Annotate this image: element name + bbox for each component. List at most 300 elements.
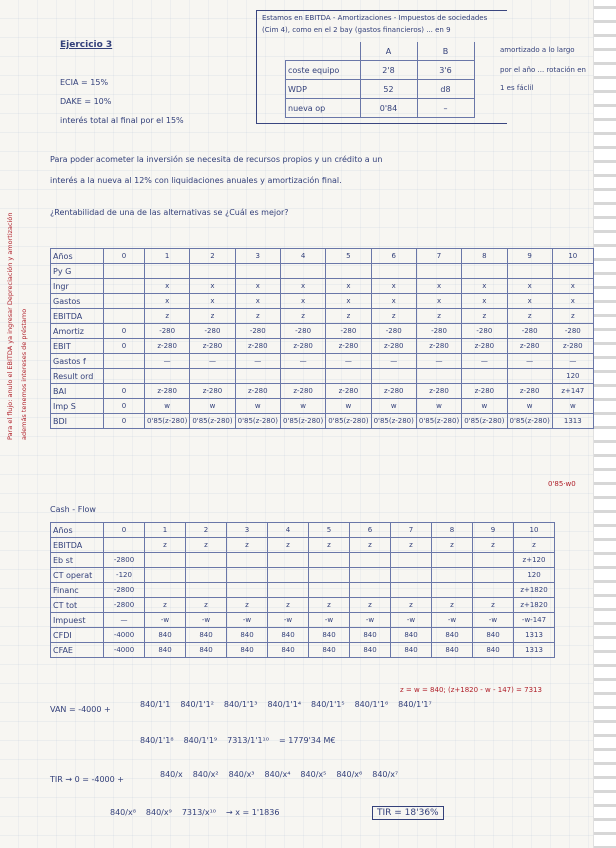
cashflow-cell: z+1820 <box>514 583 555 598</box>
pyg-cell <box>416 369 461 384</box>
alternatives-table <box>285 42 475 118</box>
pyg-cell: z-280 <box>462 384 507 399</box>
cashflow-cell <box>391 568 432 583</box>
cashflow-cell: -w <box>268 613 309 628</box>
red-margin-note-2: además tenemos intereses de préstamo <box>20 308 28 440</box>
pyg-cell <box>190 369 235 384</box>
cashflow-cell: 1313 <box>514 628 555 643</box>
cashflow-cell: z <box>145 538 186 553</box>
pyg-row-label: BAI <box>51 384 104 399</box>
cashflow-row-label: Financ <box>51 583 104 598</box>
pyg-cell: w <box>235 399 280 414</box>
pyg-cell: x <box>280 279 325 294</box>
cash-flow-title: Cash - Flow <box>50 505 96 514</box>
cashflow-cell <box>227 553 268 568</box>
pyg-row-label: EBITDA <box>51 309 104 324</box>
cashflow-row-label: Impuest <box>51 613 104 628</box>
spiral-binding <box>593 0 616 848</box>
pyg-row-label: BDI <box>51 414 104 429</box>
pyg-cell: z <box>371 309 416 324</box>
pyg-cell: w <box>280 399 325 414</box>
pyg-cell: — <box>235 354 280 369</box>
pyg-cell: -280 <box>371 324 416 339</box>
pyg-header-10: 9 <box>507 249 552 264</box>
cashflow-cell <box>391 583 432 598</box>
alt-row-label: coste equipo <box>286 61 361 80</box>
cashflow-cell <box>350 553 391 568</box>
formula-term: 7313/1'1¹⁰ <box>227 736 269 745</box>
pyg-cell: w <box>507 399 552 414</box>
pyg-header-6: 5 <box>326 249 371 264</box>
cashflow-cell <box>473 583 514 598</box>
pyg-cell <box>371 264 416 279</box>
cashflow-cell <box>309 568 350 583</box>
cashflow-cell: -w <box>309 613 350 628</box>
cashflow-cell: 840 <box>227 643 268 658</box>
pyg-cell: z-280 <box>190 384 235 399</box>
cashflow-cell <box>145 568 186 583</box>
pyg-cell: — <box>507 354 552 369</box>
pyg-row-label: Py G <box>51 264 104 279</box>
pyg-cell <box>280 369 325 384</box>
pyg-row-label: Gastos f <box>51 354 104 369</box>
pyg-cell: x <box>507 279 552 294</box>
cashflow-cell: 840 <box>145 643 186 658</box>
pyg-cell <box>462 369 507 384</box>
pyg-cell: z-280 <box>145 384 190 399</box>
cashflow-header-3: 2 <box>186 523 227 538</box>
cashflow-cell <box>432 583 473 598</box>
box-text-1: Estamos en EBITDA - Amortizaciones - Impuestos de sociedades <box>262 14 488 22</box>
pyg-cell: z-280 <box>280 384 325 399</box>
pyg-cell: 0'85(z-280) <box>371 414 416 429</box>
exercise-title: Ejercicio 3 <box>60 40 113 50</box>
pyg-cell: w <box>462 399 507 414</box>
pyg-cell: z <box>280 309 325 324</box>
cashflow-cell <box>186 553 227 568</box>
cashflow-cell: 840 <box>432 628 473 643</box>
alt-row-label: nueva op <box>286 99 361 118</box>
pyg-cell: z-280 <box>235 384 280 399</box>
cashflow-cell: 840 <box>268 643 309 658</box>
pyg-cell <box>104 294 145 309</box>
cashflow-cell: -120 <box>104 568 145 583</box>
pyg-cell: z-280 <box>190 339 235 354</box>
alt-cell: 0'84 <box>360 99 417 118</box>
alt-cell: 52 <box>360 80 417 99</box>
pyg-cell: z <box>235 309 280 324</box>
pyg-cell: z-280 <box>326 384 371 399</box>
formula-term: 840/x⁷ <box>372 770 399 779</box>
cashflow-row-label: CFDI <box>51 628 104 643</box>
pyg-cell: 0'85(z-280) <box>280 414 325 429</box>
pyg-cell: w <box>145 399 190 414</box>
pyg-cell: 0'85(z-280) <box>235 414 280 429</box>
pyg-cell: z-280 <box>280 339 325 354</box>
cashflow-cell <box>432 553 473 568</box>
cashflow-cell: -w <box>391 613 432 628</box>
cashflow-cell: z+120 <box>514 553 555 568</box>
pyg-cell: z <box>145 309 190 324</box>
pyg-cell: z-280 <box>145 339 190 354</box>
pyg-header-2: 1 <box>145 249 190 264</box>
cashflow-cell: -2800 <box>104 583 145 598</box>
tir-result-box: TIR = 18'36% <box>372 806 444 820</box>
cashflow-cell: — <box>104 613 145 628</box>
pyg-cell: -280 <box>416 324 461 339</box>
cashflow-row-label: Eb st <box>51 553 104 568</box>
cashflow-cell: -4000 <box>104 628 145 643</box>
pyg-cell: z-280 <box>462 339 507 354</box>
cashflow-row-label: CFAE <box>51 643 104 658</box>
pyg-cell: z-280 <box>416 339 461 354</box>
cashflow-cell: z <box>432 598 473 613</box>
pyg-cell <box>145 264 190 279</box>
cashflow-cell: z <box>391 598 432 613</box>
cashflow-cell: 840 <box>309 643 350 658</box>
cashflow-cell: 840 <box>145 628 186 643</box>
pyg-cell: -280 <box>235 324 280 339</box>
cashflow-cell: -2800 <box>104 598 145 613</box>
formula-term: 7313/x¹⁰ <box>181 808 217 817</box>
formula-term: 840/1'1² <box>180 700 214 709</box>
pyg-cell <box>326 264 371 279</box>
pyg-cell <box>104 369 145 384</box>
cashflow-cell: z <box>473 598 514 613</box>
pyg-row-label: EBIT <box>51 339 104 354</box>
pyg-cell <box>104 354 145 369</box>
pyg-header-11: 10 <box>552 249 593 264</box>
pyg-cell: 0'85(z-280) <box>507 414 552 429</box>
pyg-cell: z-280 <box>507 339 552 354</box>
pyg-cell <box>104 264 145 279</box>
pyg-header-8: 7 <box>416 249 461 264</box>
cashflow-cell: 840 <box>391 628 432 643</box>
formula-term: 840/x² <box>192 770 219 779</box>
cashflow-cell: 840 <box>473 628 514 643</box>
cashflow-cell <box>227 583 268 598</box>
pyg-cell: x <box>235 294 280 309</box>
pyg-cell <box>190 264 235 279</box>
cashflow-cell: 840 <box>350 628 391 643</box>
pyg-cell <box>462 264 507 279</box>
alt-cell: – <box>417 99 474 118</box>
pyg-cell: w <box>190 399 235 414</box>
cashflow-cell: 840 <box>473 643 514 658</box>
pyg-cell: 0'85(z-280) <box>190 414 235 429</box>
pyg-cell: x <box>145 294 190 309</box>
pyg-cell: 0'85(z-280) <box>145 414 190 429</box>
pyg-cell: x <box>235 279 280 294</box>
cashflow-cell: z <box>227 538 268 553</box>
tir-terms-line-2 <box>110 808 279 817</box>
pyg-cell: z <box>507 309 552 324</box>
cash-flow-table <box>50 522 555 658</box>
cashflow-header-5: 4 <box>268 523 309 538</box>
pyg-cell: x <box>462 294 507 309</box>
pyg-row-label: Result ord <box>51 369 104 384</box>
cashflow-cell: z <box>227 598 268 613</box>
red-margin-note-1: Para el flujo: anulo el EBITDA ya ingresar Depreciación y amortización <box>6 212 14 440</box>
cashflow-cell: 840 <box>432 643 473 658</box>
cashflow-cell: -w <box>473 613 514 628</box>
cashflow-cell: z <box>350 598 391 613</box>
pyg-cell: z-280 <box>552 339 593 354</box>
cashflow-header-7: 6 <box>350 523 391 538</box>
formula-term: 840/1'1³ <box>223 700 258 709</box>
pyg-cell: z <box>326 309 371 324</box>
cashflow-cell: 840 <box>268 628 309 643</box>
formula-term: = 1779'34 M€ <box>278 736 336 745</box>
cashflow-cell: z <box>186 538 227 553</box>
pyg-cell <box>416 264 461 279</box>
pyg-cell <box>507 264 552 279</box>
formula-term: 840/1'1⁵ <box>311 700 345 709</box>
pyg-cell: z <box>552 309 593 324</box>
cashflow-cell <box>268 568 309 583</box>
pyg-header-4: 3 <box>235 249 280 264</box>
van-terms-line-1 <box>140 700 432 709</box>
cashflow-header-10: 9 <box>473 523 514 538</box>
cashflow-cell <box>473 553 514 568</box>
cashflow-cell <box>104 538 145 553</box>
pyg-cell: 0 <box>104 339 145 354</box>
cashflow-cell <box>391 553 432 568</box>
alt-header-empty <box>286 42 361 61</box>
pyg-header-1: 0 <box>104 249 145 264</box>
cashflow-row-label: CT tot <box>51 598 104 613</box>
cashflow-cell <box>432 568 473 583</box>
pyg-cell: 0 <box>104 399 145 414</box>
formula-term: 840/1'1⁴ <box>267 700 302 709</box>
cashflow-cell: -w <box>186 613 227 628</box>
alt-cell: 2'8 <box>360 61 417 80</box>
pyg-cell <box>552 264 593 279</box>
pyg-cell: -280 <box>190 324 235 339</box>
pyg-cell: — <box>552 354 593 369</box>
pyg-row-label: Imp S <box>51 399 104 414</box>
pyg-row-label: Amortiz <box>51 324 104 339</box>
cashflow-cell: 840 <box>227 628 268 643</box>
pyg-cell: x <box>280 294 325 309</box>
pyg-cell: 0 <box>104 324 145 339</box>
pyg-cell: z-280 <box>326 339 371 354</box>
cashflow-cell: z <box>432 538 473 553</box>
pyg-cell: x <box>416 279 461 294</box>
formula-term: 840/1'1⁷ <box>398 700 432 709</box>
note-line-3: interés total al final por el 15% <box>60 116 184 125</box>
formula-term: 840/x <box>160 770 183 779</box>
cashflow-cell <box>350 583 391 598</box>
pyg-cell: — <box>416 354 461 369</box>
cashflow-cell: z <box>145 598 186 613</box>
pyg-header-9: 8 <box>462 249 507 264</box>
cashflow-cell: 840 <box>391 643 432 658</box>
cashflow-header-8: 7 <box>391 523 432 538</box>
cashflow-cell: z <box>268 538 309 553</box>
pyg-cell: z-280 <box>507 384 552 399</box>
formula-term: 840/1'1⁹ <box>183 736 218 745</box>
pyg-cell <box>280 264 325 279</box>
pyg-cell: w <box>552 399 593 414</box>
cashflow-cell: z <box>309 598 350 613</box>
pyg-cell: x <box>552 294 593 309</box>
note-line-2: DAKE = 10% <box>60 97 112 106</box>
cashflow-cell <box>186 583 227 598</box>
pyg-cell: — <box>326 354 371 369</box>
pyg-cell: -280 <box>462 324 507 339</box>
pyg-cell: 0 <box>104 414 145 429</box>
pyg-cell: z-280 <box>371 339 416 354</box>
pyg-cell: 1313 <box>552 414 593 429</box>
pyg-cell: 0'85(z-280) <box>462 414 507 429</box>
cashflow-header-1: 0 <box>104 523 145 538</box>
formula-term: 840/x⁹ <box>145 808 172 817</box>
pyg-cell: z-280 <box>235 339 280 354</box>
cashflow-cell <box>145 583 186 598</box>
pyg-header-5: 4 <box>280 249 325 264</box>
pyg-cell: — <box>371 354 416 369</box>
pyg-cell: 0'85(z-280) <box>416 414 461 429</box>
pyg-cell: -280 <box>507 324 552 339</box>
cashflow-cell <box>309 553 350 568</box>
pyg-cell: w <box>326 399 371 414</box>
pyg-header-3: 2 <box>190 249 235 264</box>
pyg-cell: — <box>280 354 325 369</box>
cashflow-cell: z <box>350 538 391 553</box>
cashflow-cell: -w-147 <box>514 613 555 628</box>
cashflow-cell: -4000 <box>104 643 145 658</box>
pyg-cell <box>371 369 416 384</box>
alt-header-b: B <box>417 42 474 61</box>
pyg-cell: -280 <box>326 324 371 339</box>
formula-term: 840/x³ <box>228 770 255 779</box>
table2-red-annotation: z = w = 840; (z+1820 - w - 147) = 7313 <box>400 686 542 694</box>
cashflow-cell: -w <box>350 613 391 628</box>
pyg-cell: z-280 <box>416 384 461 399</box>
cashflow-header-4: 3 <box>227 523 268 538</box>
cashflow-cell: 120 <box>514 568 555 583</box>
formula-term: 840/x⁴ <box>264 770 291 779</box>
van-terms-line-2 <box>140 736 336 745</box>
pyg-cell: x <box>416 294 461 309</box>
cashflow-cell <box>350 568 391 583</box>
pyg-cell: 120 <box>552 369 593 384</box>
pyg-cell: z <box>416 309 461 324</box>
cashflow-cell: -w <box>432 613 473 628</box>
pyg-row-label: Ingr <box>51 279 104 294</box>
table1-red-annotation: 0'85·w0 <box>548 480 576 488</box>
pyg-cell: — <box>145 354 190 369</box>
box-text-5: 1 es fáclil <box>500 84 534 92</box>
pyg-cell <box>235 369 280 384</box>
cashflow-cell: 840 <box>350 643 391 658</box>
alt-row-label: WDP <box>286 80 361 99</box>
formula-term: 840/1'1 <box>140 700 171 709</box>
problem-line-1: Para poder acometer la inversión se necesita de recursos propios y un crédito a un <box>50 155 383 164</box>
formula-term: 840/x⁸ <box>110 808 136 817</box>
cashflow-header-9: 8 <box>432 523 473 538</box>
pyg-cell: -280 <box>552 324 593 339</box>
pyg-table <box>50 248 594 429</box>
tir-label: TIR → 0 = -4000 + <box>50 775 124 784</box>
cashflow-cell: z+1820 <box>514 598 555 613</box>
problem-line-3: ¿Rentabilidad de una de las alternativas se ¿Cuál es mejor? <box>50 208 289 217</box>
formula-term: 840/x⁶ <box>336 770 363 779</box>
pyg-cell: x <box>371 279 416 294</box>
cashflow-header-2: 1 <box>145 523 186 538</box>
pyg-cell: x <box>462 279 507 294</box>
pyg-cell: z-280 <box>371 384 416 399</box>
pyg-cell: -280 <box>280 324 325 339</box>
cashflow-cell: 1313 <box>514 643 555 658</box>
pyg-cell: x <box>190 279 235 294</box>
formula-term: 840/1'1⁸ <box>140 736 174 745</box>
cashflow-cell <box>309 583 350 598</box>
pyg-cell: x <box>326 294 371 309</box>
van-label: VAN = -4000 + <box>50 705 111 714</box>
cashflow-header-6: 5 <box>309 523 350 538</box>
note-line-1: ECIA = 15% <box>60 78 109 87</box>
formula-term: → x = 1'1836 <box>226 808 280 817</box>
tir-terms-line-1 <box>160 770 398 779</box>
pyg-cell: x <box>552 279 593 294</box>
alt-cell: d8 <box>417 80 474 99</box>
pyg-cell: — <box>190 354 235 369</box>
box-text-2: (Cim 4), como en el 2 bay (gastos financieros) ... en 9 <box>262 26 451 34</box>
pyg-cell: x <box>371 294 416 309</box>
cashflow-cell: -w <box>227 613 268 628</box>
pyg-cell: x <box>145 279 190 294</box>
box-text-4: por el año ... rotación en <box>500 66 586 74</box>
cashflow-cell: z <box>268 598 309 613</box>
pyg-cell <box>326 369 371 384</box>
pyg-cell <box>104 279 145 294</box>
pyg-cell: 0 <box>104 384 145 399</box>
box-text-3: amortizado a lo largo <box>500 46 575 54</box>
pyg-cell <box>145 369 190 384</box>
cashflow-cell: z <box>309 538 350 553</box>
pyg-header-0: Años <box>51 249 104 264</box>
cashflow-row-label: CT operat <box>51 568 104 583</box>
pyg-cell <box>104 309 145 324</box>
pyg-cell: z <box>190 309 235 324</box>
cashflow-cell <box>227 568 268 583</box>
pyg-cell: — <box>462 354 507 369</box>
pyg-cell: x <box>190 294 235 309</box>
alt-cell: 3'6 <box>417 61 474 80</box>
cashflow-cell <box>268 553 309 568</box>
pyg-cell: w <box>416 399 461 414</box>
pyg-cell <box>235 264 280 279</box>
pyg-row-label: Gastos <box>51 294 104 309</box>
cashflow-cell: -2800 <box>104 553 145 568</box>
cashflow-cell: z <box>186 598 227 613</box>
cashflow-cell: z <box>473 538 514 553</box>
cashflow-cell: 840 <box>186 643 227 658</box>
cashflow-cell <box>186 568 227 583</box>
pyg-cell: -280 <box>145 324 190 339</box>
pyg-cell: x <box>507 294 552 309</box>
cashflow-cell: -w <box>145 613 186 628</box>
pyg-cell: w <box>371 399 416 414</box>
formula-term: 840/x⁵ <box>300 770 327 779</box>
problem-line-2: interés a la nueva al 12% con liquidaciones anuales y amortización final. <box>50 176 342 185</box>
formula-term: 840/1'1⁶ <box>354 700 389 709</box>
cashflow-header-11: 10 <box>514 523 555 538</box>
cashflow-header-0: Años <box>51 523 104 538</box>
cashflow-cell <box>268 583 309 598</box>
